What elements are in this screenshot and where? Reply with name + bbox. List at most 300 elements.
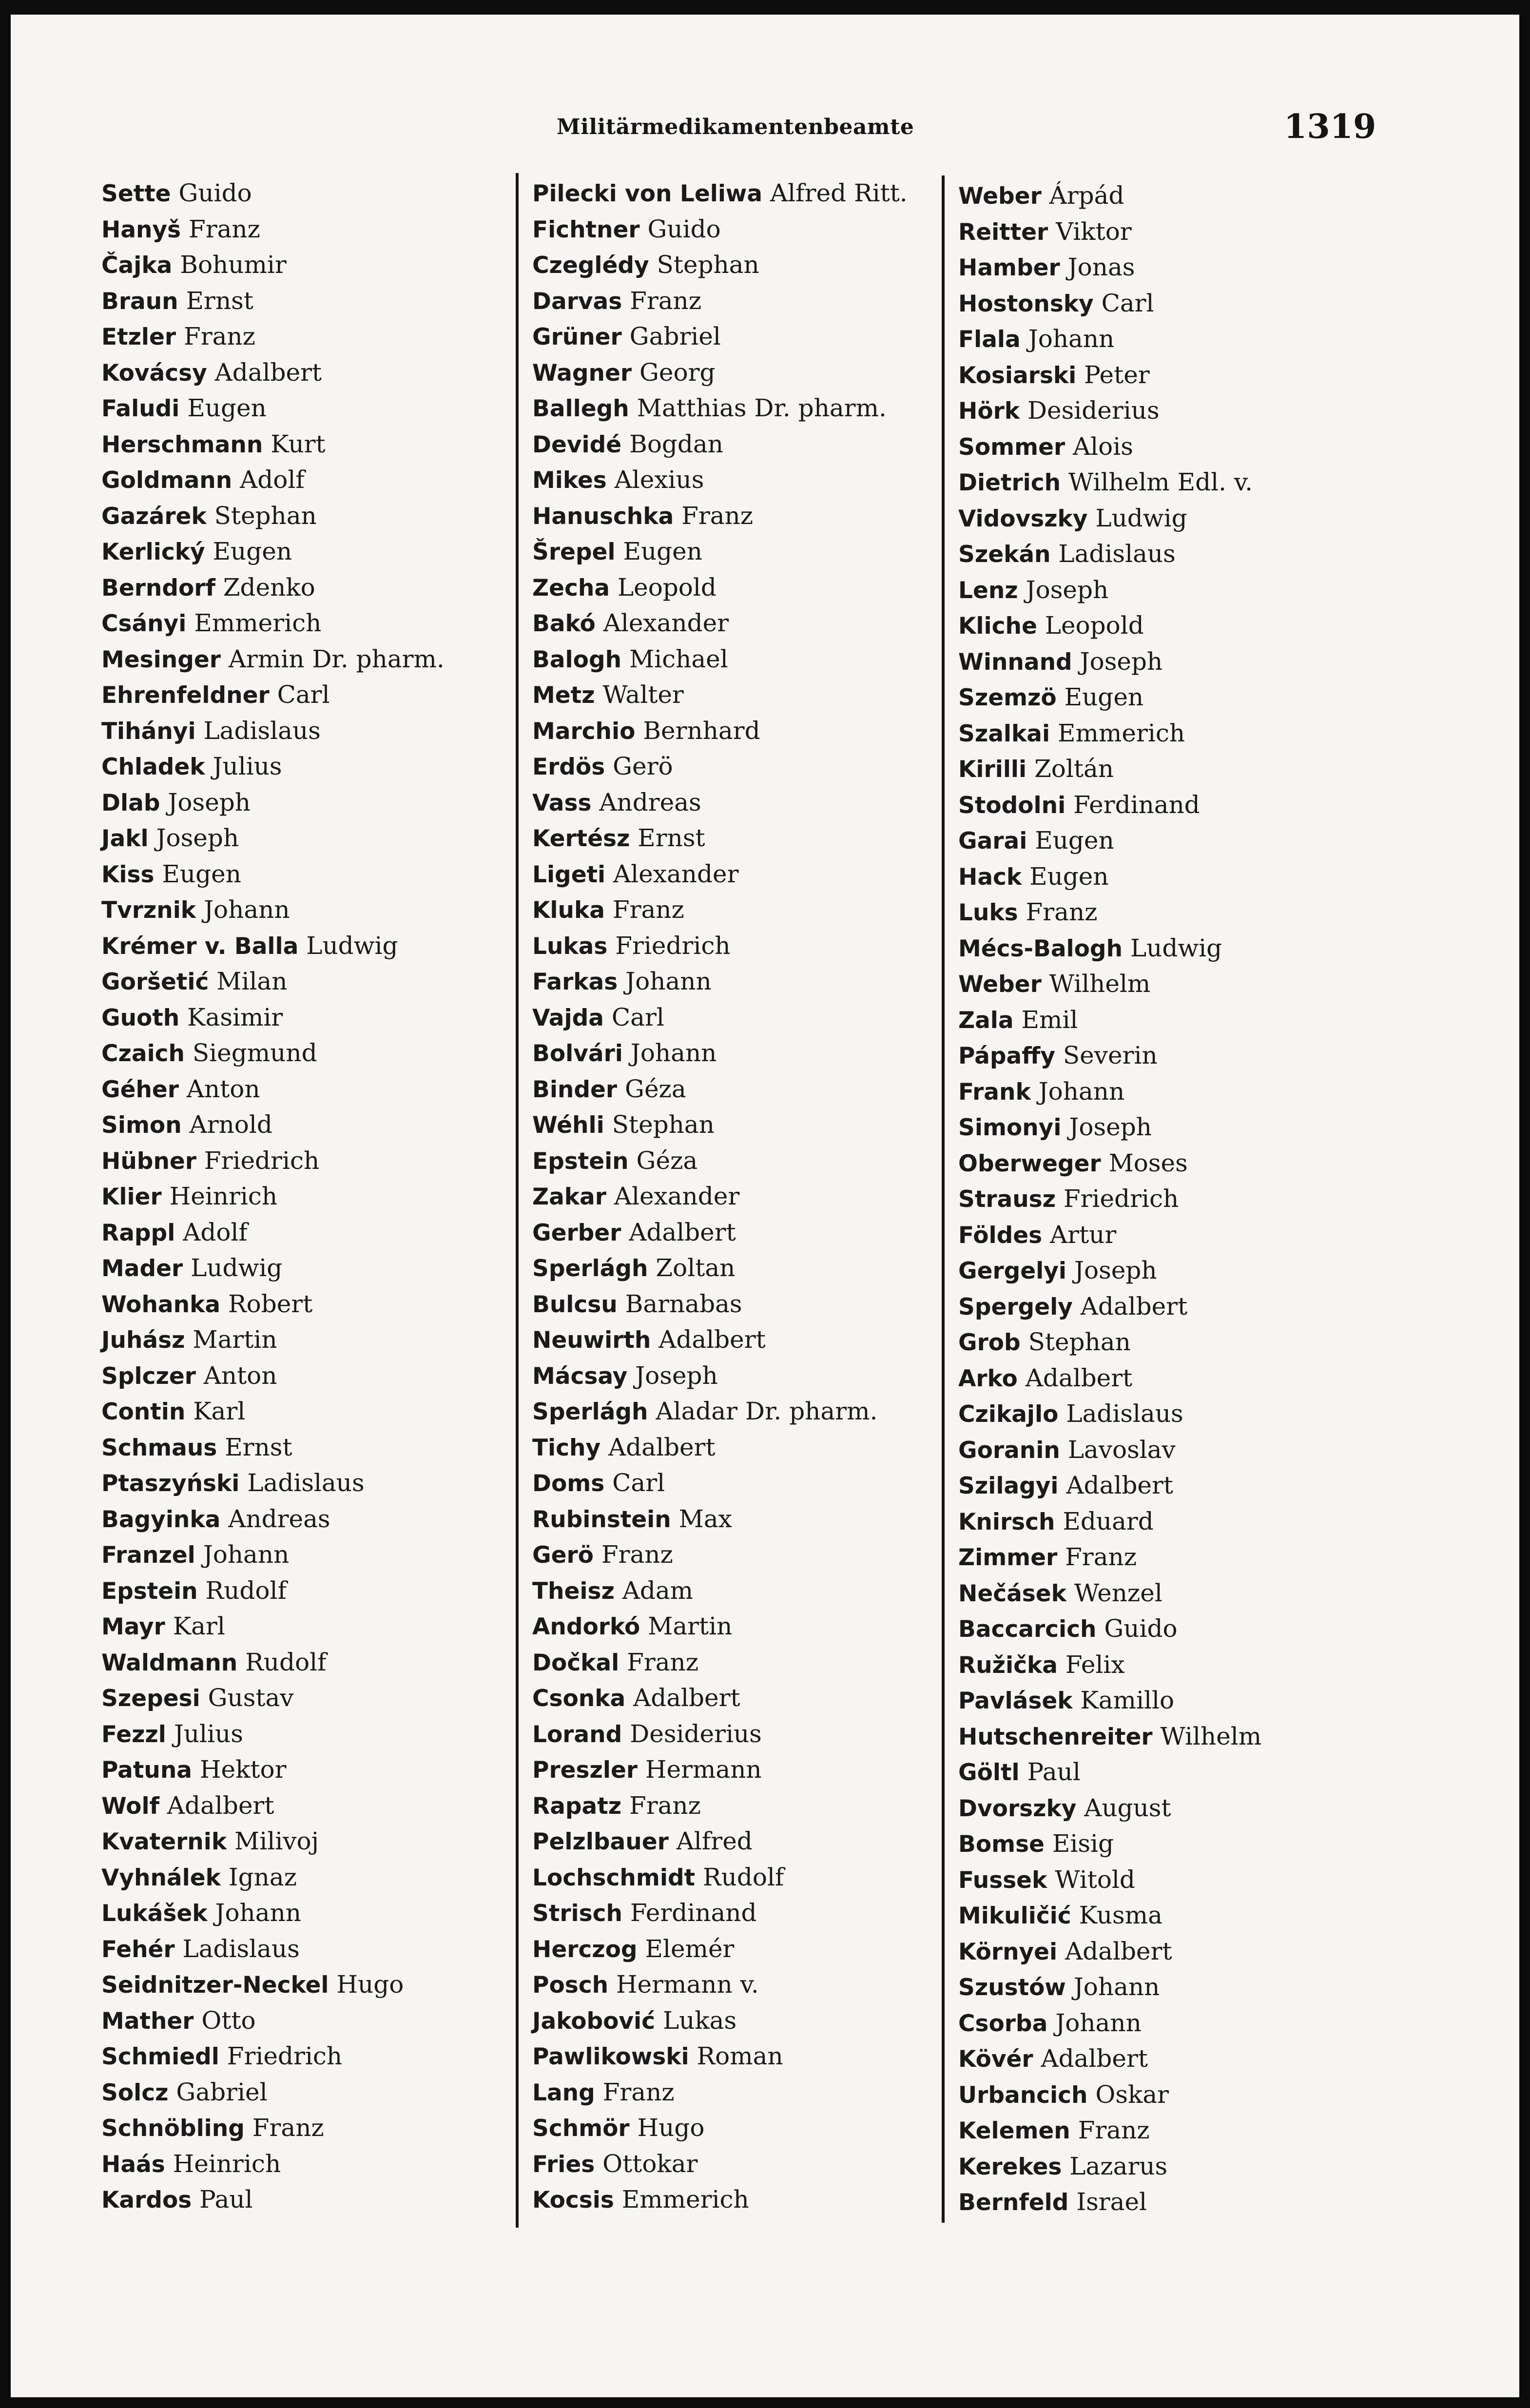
entry-surname: Szepesi [101, 1685, 200, 1712]
entry-surname: Solcz [101, 2079, 169, 2106]
entry-surname: Hamber [958, 254, 1060, 281]
entry-surname: Preszler [532, 1757, 638, 1784]
page-number: 1319 [1284, 107, 1376, 146]
entry-given-name: Friedrich [204, 1146, 320, 1175]
entry-given-name: Robert [228, 1289, 313, 1318]
entry-given-name: Kamillo [1080, 1686, 1175, 1714]
name-entry [958, 931, 1261, 967]
entry-given-name: Joseph [1074, 1256, 1157, 1284]
entry-surname: Pelzlbauer [532, 1828, 669, 1855]
name-entry [958, 572, 1261, 608]
entry-given-name: Heinrich [173, 2149, 281, 2178]
entry-given-name: Rudolf [702, 1863, 784, 1891]
entry-given-name: Joseph [1080, 647, 1163, 676]
entry-surname: Földes [958, 1222, 1043, 1249]
name-entry [958, 1826, 1261, 1862]
entry-surname: Weber [958, 971, 1042, 998]
entry-given-name: Franz [1065, 1543, 1137, 1571]
entry-surname: Lukas [532, 932, 608, 960]
entry-given-name: Wilhelm Edl. v. [1068, 468, 1253, 496]
name-entry [101, 2182, 445, 2218]
entry-surname: Bernfeld [958, 2189, 1069, 2216]
name-entry [101, 1573, 445, 1609]
entry-surname: Pápaffy [958, 1043, 1055, 1069]
entry-surname: Csányi [101, 610, 187, 637]
entry-given-name: Johann [625, 967, 712, 995]
entry-given-name: Johann [1055, 2008, 1142, 2037]
entry-surname: Franzel [101, 1542, 195, 1569]
name-entry [532, 283, 908, 319]
name-entry [532, 462, 908, 498]
entry-surname: Flala [958, 326, 1021, 353]
entry-surname: Ballegh [532, 395, 629, 422]
name-entry [958, 1683, 1261, 1719]
entry-given-name: Johann [203, 1540, 290, 1569]
entry-given-name: Guido [178, 179, 252, 207]
name-entry [532, 1716, 908, 1752]
entry-surname: Faludi [101, 395, 180, 422]
name-entry [532, 212, 908, 248]
entry-given-name: Andreas [599, 788, 701, 816]
name-entry [958, 429, 1261, 465]
entry-given-name: Zdenko [223, 573, 315, 602]
name-entry [101, 498, 445, 534]
name-entry [958, 1719, 1261, 1755]
entry-surname: Mayr [101, 1613, 165, 1640]
column-divider [516, 173, 519, 2228]
name-entry [958, 1146, 1261, 1182]
name-entry [532, 1860, 908, 1896]
name-entry [958, 501, 1261, 537]
name-entry [101, 1035, 445, 1071]
name-entry [532, 1824, 908, 1860]
entry-given-name: Adalbert [1066, 1471, 1173, 1499]
entry-surname: Garai [958, 828, 1027, 854]
entry-surname: Epstein [101, 1577, 198, 1605]
name-entry [958, 1969, 1261, 2005]
name-entry [532, 964, 908, 1000]
entry-surname: Szekán [958, 541, 1051, 568]
name-entry [532, 319, 908, 355]
entry-surname: Contin [101, 1398, 186, 1425]
entry-given-name: Lavoslav [1067, 1435, 1176, 1464]
name-entry [101, 355, 445, 391]
entry-given-name: Árpád [1049, 181, 1124, 210]
name-entry [532, 2039, 908, 2075]
name-entry [101, 1895, 445, 1931]
entry-given-name: Wilhelm [1160, 1722, 1262, 1750]
name-entry [101, 964, 445, 1000]
name-entry [101, 283, 445, 319]
entry-surname: Braun [101, 288, 178, 315]
name-entry [532, 1609, 908, 1645]
entry-surname: Lenz [958, 577, 1018, 604]
name-entry [958, 894, 1261, 931]
entry-given-name: Karl [173, 1612, 225, 1640]
entry-surname: Sette [101, 180, 171, 207]
entry-given-name: Carl [611, 1003, 664, 1031]
entry-given-name: Paul [1027, 1758, 1081, 1786]
entry-surname: Nečásek [958, 1580, 1066, 1607]
entry-given-name: Ladislaus [1058, 540, 1176, 568]
entry-surname: Andorkó [532, 1613, 640, 1640]
name-entry [532, 1179, 908, 1215]
entry-given-name: Stephan [612, 1110, 715, 1139]
entry-given-name: Martin [648, 1612, 733, 1640]
entry-given-name: Otto [201, 2006, 256, 2035]
entry-surname: Vyhnálek [101, 1864, 221, 1891]
entry-surname: Bomse [958, 1831, 1045, 1858]
entry-surname: Marchio [532, 718, 636, 745]
entry-surname: Kiss [101, 861, 155, 888]
name-entry [532, 498, 908, 534]
entry-surname: Kovácsy [101, 359, 207, 387]
name-entry [101, 1358, 445, 1394]
entry-given-name: Franz [601, 1540, 673, 1569]
entry-surname: Mader [101, 1255, 183, 1282]
entry-surname: Darvas [532, 288, 622, 315]
entry-surname: Erdös [532, 754, 605, 780]
entry-surname: Splczer [101, 1362, 196, 1390]
entry-surname: Kerekes [958, 2153, 1062, 2180]
name-entry [958, 1934, 1261, 1970]
entry-surname: Šrepel [532, 539, 616, 565]
entry-surname: Mácsay [532, 1362, 628, 1390]
entry-surname: Krémer v. Balla [101, 932, 299, 960]
name-entry [532, 2003, 908, 2039]
name-entry [101, 1788, 445, 1824]
entry-surname: Szustów [958, 1974, 1066, 2001]
entry-given-name: Alexander [603, 609, 729, 637]
name-entry [101, 713, 445, 749]
name-entry [958, 680, 1261, 716]
entry-surname: Goranin [958, 1437, 1060, 1464]
entry-surname: Géher [101, 1076, 179, 1103]
entry-given-name: Walter [602, 680, 684, 709]
entry-given-name: Franz [627, 1648, 699, 1676]
name-entry [532, 2146, 908, 2182]
entry-given-name: Bernhard [643, 716, 760, 745]
entry-surname: Grob [958, 1329, 1021, 1356]
name-entry [101, 1286, 445, 1322]
name-entry [532, 1465, 908, 1501]
entry-given-name: Kasimir [187, 1003, 283, 1031]
name-entry [101, 1501, 445, 1537]
entry-surname: Rappl [101, 1219, 175, 1246]
entry-surname: Fehér [101, 1936, 175, 1963]
entry-given-name: Ludwig [1095, 504, 1187, 532]
entry-given-name: Ladislaus [1066, 1399, 1183, 1428]
name-entry [532, 534, 908, 570]
name-entry [101, 677, 445, 713]
name-entry [101, 1537, 445, 1573]
name-entry [101, 2003, 445, 2039]
entry-surname: Gerö [532, 1542, 594, 1569]
entry-surname: Knirsch [958, 1508, 1055, 1535]
entry-given-name: Bogdan [629, 429, 723, 458]
entry-given-name: Stephan [1028, 1328, 1131, 1356]
entry-given-name: Alexius [614, 466, 704, 494]
entry-surname: Csorba [958, 2010, 1048, 2037]
entry-given-name: Roman [697, 2042, 783, 2070]
entry-given-name: Alfred [676, 1827, 753, 1855]
entry-given-name: Eugen [162, 859, 241, 888]
entry-surname: Hanuschka [532, 503, 674, 530]
entry-given-name: Alexander [613, 859, 739, 888]
entry-given-name: Severin [1063, 1041, 1158, 1069]
entry-surname: Pawlikowski [532, 2043, 689, 2070]
name-entry [532, 928, 908, 964]
entry-surname: Grüner [532, 324, 622, 350]
entry-given-name: Artur [1050, 1220, 1117, 1249]
entry-surname: Bulcsu [532, 1291, 618, 1318]
entry-given-name: Gerö [613, 752, 673, 780]
entry-surname: Fussek [958, 1866, 1047, 1894]
entry-surname: Simon [101, 1112, 182, 1139]
name-entry [958, 2005, 1261, 2041]
entry-given-name: Kurt [271, 429, 326, 458]
name-entry [532, 785, 908, 821]
name-entry [532, 2075, 908, 2111]
name-entry [101, 1071, 445, 1107]
entry-given-name: Kusma [1079, 1901, 1162, 1929]
name-entry [101, 820, 445, 856]
entry-given-name: Friedrich [227, 2042, 343, 2070]
name-entry [101, 1465, 445, 1501]
entry-surname: Simonyi [958, 1114, 1062, 1141]
entry-given-name: Friedrich [1063, 1185, 1179, 1213]
entry-given-name: Franz [252, 2114, 324, 2142]
entry-given-name: Ernst [225, 1433, 292, 1461]
entry-surname: Ružička [958, 1651, 1058, 1679]
entry-given-name: Guido [647, 214, 721, 243]
entry-given-name: Peter [1084, 360, 1150, 389]
entry-surname: Gazárek [101, 503, 207, 530]
name-entry [532, 1071, 908, 1107]
entry-surname: Čajka [101, 252, 173, 279]
entry-given-name: Zoltan [656, 1254, 736, 1282]
entry-given-name: Desiderius [630, 1719, 762, 1748]
entry-given-name: Alfred Ritt. [770, 179, 908, 207]
name-entry [101, 2075, 445, 2111]
entry-surname: Urbancich [958, 2081, 1088, 2109]
entry-given-name: Franz [184, 322, 255, 350]
entry-given-name: Joseph [1026, 575, 1109, 604]
entry-given-name: Franz [602, 2078, 675, 2106]
entry-given-name: Lukas [662, 2006, 737, 2035]
entry-given-name: Joseph [156, 824, 239, 852]
entry-surname: Kocsis [532, 2187, 614, 2214]
entry-surname: Posch [532, 1972, 609, 1999]
entry-given-name: Carl [612, 1469, 665, 1497]
entry-given-name: Adalbert [608, 1433, 716, 1461]
entry-given-name: Franz [630, 286, 702, 315]
entry-surname: Berndorf [101, 574, 215, 602]
name-entry [532, 570, 908, 606]
name-entry [101, 1179, 445, 1215]
entry-given-name: Heinrich [169, 1182, 278, 1210]
entry-surname: Arko [958, 1365, 1018, 1392]
entry-given-name: Adalbert [1065, 1937, 1172, 1965]
entry-given-name: Anton [186, 1074, 260, 1103]
entry-surname: Kliche [958, 613, 1037, 640]
entry-given-name: Moses [1108, 1148, 1188, 1177]
entry-surname: Sperlágh [532, 1255, 648, 1282]
entry-given-name: August [1084, 1793, 1171, 1822]
name-entry [958, 1002, 1261, 1038]
entry-surname: Dvorszky [958, 1795, 1077, 1822]
entry-surname: Lorand [532, 1721, 622, 1748]
entry-surname: Zala [958, 1007, 1014, 1034]
entry-surname: Klier [101, 1184, 162, 1210]
entry-given-name: Franz [1078, 2116, 1150, 2144]
entry-given-name: Ernst [186, 286, 253, 315]
name-entry [958, 2113, 1261, 2149]
name-entry [958, 966, 1261, 1002]
name-entry [958, 1217, 1261, 1253]
name-entry [101, 1931, 445, 1967]
entry-surname: Szalkai [958, 720, 1050, 747]
name-entry [101, 570, 445, 606]
entry-surname: Kövér [958, 2046, 1033, 2073]
name-entry [958, 1074, 1261, 1110]
entry-given-name: Elemér [645, 1934, 735, 1963]
name-entry [101, 1860, 445, 1896]
name-entry [101, 1143, 445, 1179]
name-entry [101, 785, 445, 821]
entry-surname: Lochschmidt [532, 1864, 696, 1891]
entry-surname: Kardos [101, 2187, 192, 2214]
entry-surname: Gergelyi [958, 1258, 1067, 1284]
entry-given-name: Martin [193, 1325, 277, 1354]
entry-given-name: Gabriel [176, 2078, 268, 2106]
entry-surname: Seidnitzer-Neckel [101, 1972, 329, 1999]
name-column-1 [101, 175, 445, 2218]
name-entry [958, 1575, 1261, 1612]
entry-surname: Wohanka [101, 1291, 221, 1318]
entry-surname: Kirilli [958, 756, 1027, 783]
name-entry [532, 175, 908, 212]
entry-given-name: Bohumir [180, 251, 287, 279]
entry-surname: Jakobović [532, 2007, 656, 2035]
name-entry [101, 247, 445, 283]
entry-surname: Tvrznik [101, 897, 196, 924]
entry-given-name: Johann [1028, 325, 1115, 353]
entry-surname: Dietrich [958, 469, 1061, 496]
entry-given-name: Jonas [1067, 253, 1135, 281]
name-entry [958, 214, 1261, 250]
name-entry [532, 1000, 908, 1036]
entry-surname: Juhász [101, 1327, 185, 1354]
name-entry [532, 1931, 908, 1967]
entry-given-name: Ferdinand [630, 1899, 757, 1927]
entry-given-name: Johann [1073, 1973, 1160, 2001]
name-entry [532, 641, 908, 678]
entry-surname: Neuwirth [532, 1327, 651, 1354]
entry-given-name: Adolf [240, 466, 305, 494]
name-entry [532, 820, 908, 856]
entry-given-name: Wilhelm [1049, 970, 1151, 998]
entry-surname: Herczog [532, 1936, 638, 1963]
name-entry [101, 1107, 445, 1143]
entry-given-name: Johann [630, 1039, 717, 1067]
entry-surname: Kvaternik [101, 1828, 227, 1855]
name-entry [532, 1967, 908, 2003]
entry-given-name: Leopold [1045, 611, 1144, 640]
entry-given-name: Adalbert [214, 358, 322, 387]
entry-given-name: Adalbert [1080, 1292, 1188, 1321]
name-entry [958, 1038, 1261, 1074]
name-entry [958, 859, 1261, 895]
entry-given-name: Adalbert [1025, 1363, 1133, 1392]
entry-surname: Czeglédy [532, 252, 649, 279]
name-entry [958, 1432, 1261, 1468]
name-entry [532, 1680, 908, 1716]
entry-given-name: Lazarus [1069, 2152, 1168, 2180]
entry-given-name: Stephan [657, 251, 759, 279]
entry-surname: Tichy [532, 1434, 601, 1461]
name-entry [101, 928, 445, 964]
entry-given-name: Emil [1021, 1005, 1078, 1034]
name-entry [958, 1539, 1261, 1575]
entry-surname: Wagner [532, 359, 632, 387]
entry-given-name: Hermann v. [616, 1970, 759, 1999]
entry-surname: Binder [532, 1076, 618, 1103]
entry-given-name: Eugen [623, 537, 702, 565]
entry-given-name: Ladislaus [203, 716, 321, 745]
name-entry [532, 677, 908, 713]
name-entry [958, 1109, 1261, 1146]
name-entry [532, 1143, 908, 1179]
name-entry [101, 1394, 445, 1430]
name-entry [532, 1358, 908, 1394]
entry-given-name: Witold [1055, 1865, 1135, 1894]
entry-surname: Waldmann [101, 1649, 238, 1676]
entry-given-name: Rudolf [245, 1648, 327, 1676]
entry-surname: Vass [532, 789, 592, 816]
name-entry [958, 1360, 1261, 1397]
entry-given-name: Carl [1101, 289, 1154, 317]
entry-surname: Vidovszky [958, 505, 1088, 532]
entry-surname: Czaich [101, 1040, 185, 1067]
entry-given-name: Franz [629, 1791, 701, 1820]
entry-given-name: Emmerich [1058, 719, 1185, 747]
entry-surname: Gerber [532, 1219, 621, 1246]
name-entry [958, 178, 1261, 214]
name-entry [532, 749, 908, 785]
entry-given-name: Eugen [1029, 862, 1109, 891]
name-column-3 [958, 178, 1261, 2220]
name-entry [532, 1430, 908, 1466]
entry-given-name: Milan [216, 967, 288, 995]
entry-surname: Doms [532, 1470, 605, 1497]
name-entry [958, 1504, 1261, 1540]
entry-given-name: Julius [174, 1719, 243, 1748]
name-entry [958, 1898, 1261, 1934]
entry-surname: Sommer [958, 433, 1065, 461]
name-entry [101, 1250, 445, 1286]
entry-surname: Stodolni [958, 792, 1066, 819]
entry-surname: Bolvári [532, 1040, 623, 1067]
entry-given-name: Zoltán [1034, 755, 1114, 783]
entry-surname: Környei [958, 1938, 1058, 1965]
entry-given-name: Hermann [645, 1755, 762, 1784]
name-entry [532, 355, 908, 391]
entry-surname: Weber [958, 183, 1042, 210]
name-entry [101, 1609, 445, 1645]
name-entry [532, 1501, 908, 1537]
entry-given-name: Emmerich [621, 2185, 749, 2214]
